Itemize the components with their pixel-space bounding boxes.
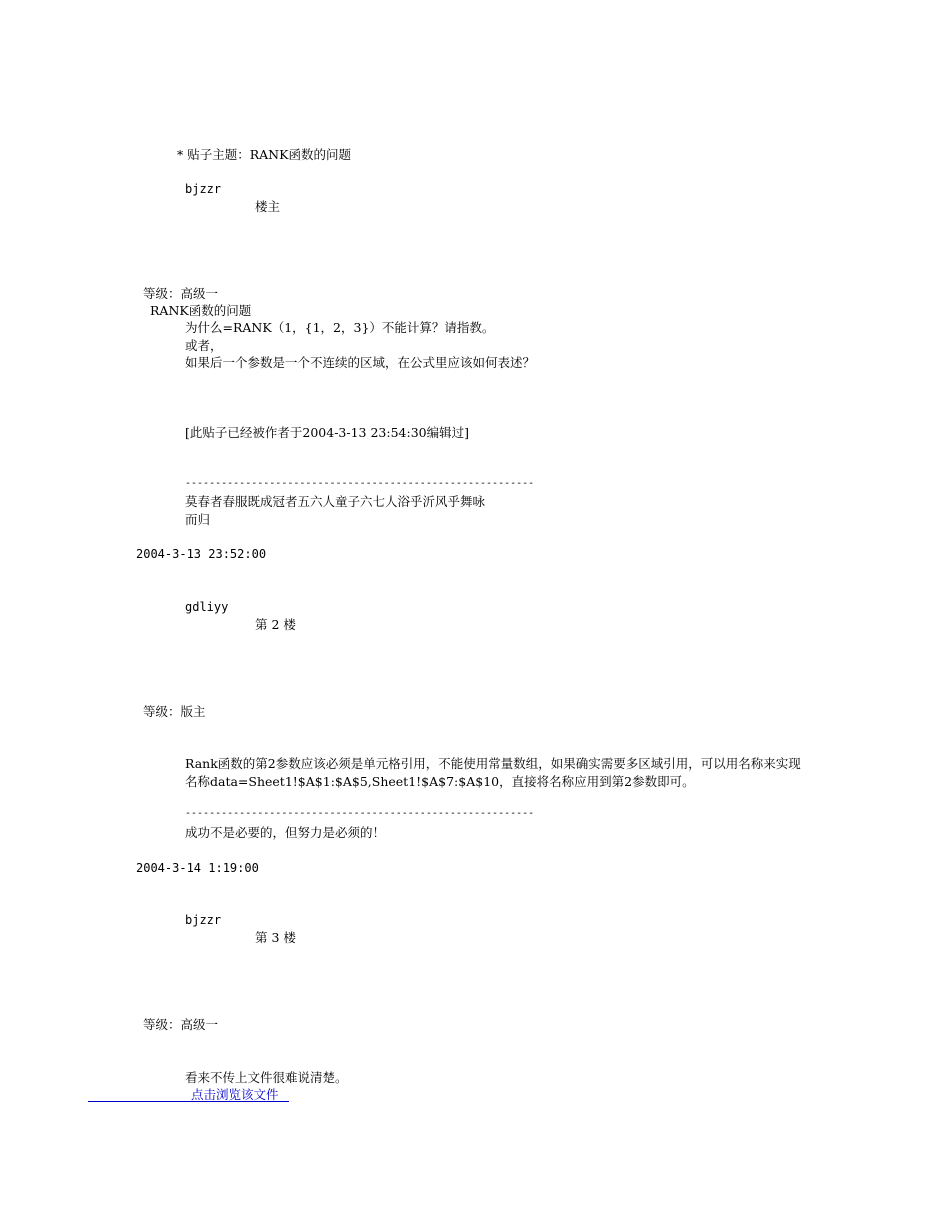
post-1-title: RANK函数的问题 [150, 303, 252, 318]
view-file-link[interactable]: 点击浏览该文件 [191, 1087, 279, 1102]
post-1-body-line-2: 或者， [185, 338, 223, 353]
post-2-signature-line-1: 成功不是必要的，但努力是必须的！ [185, 825, 386, 840]
post-1-timestamp: 2004-3-13 23:52:00 [136, 547, 267, 561]
post-3-username: bjzzr [185, 913, 222, 927]
post-2-level: 等级：版主 [143, 704, 206, 719]
post-1-level: 等级：高级一 [143, 286, 219, 301]
post-1-floor: 楼主 [255, 199, 281, 214]
post-3-level: 等级：高级一 [143, 1017, 219, 1032]
post-1-edit-note: [此贴子已经被作者于2004-3-13 23:54:30编辑过] [185, 425, 469, 440]
post-2-body-line-1: Rank函数的第2参数应该必须是单元格引用，不能使用常量数组，如果确实需要多区域引用，可以用名称来实现 [185, 756, 801, 771]
post-2-floor: 第 2 楼 [255, 617, 296, 632]
post-1-username: bjzzr [185, 182, 222, 196]
post-3-body-line-1: 看来不传上文件很难说清楚。 [185, 1070, 348, 1085]
post-2-body-line-2: 名称data=Sheet1!$A$1:$A$5,Sheet1!$A$7:$A$10，直接将名称应用到第2参数即可。 [185, 774, 695, 789]
post-2-username: gdliyy [185, 600, 229, 614]
post-1-signature-line-2: 而归 [185, 512, 211, 527]
post-1-body-line-1: 为什么=RANK（1，{1，2，3}）不能计算？请指教。 [185, 320, 495, 335]
post-1-separator: ---------------------------------------------------------- [185, 478, 535, 489]
post-2-separator: ---------------------------------------------------------- [185, 808, 535, 819]
post-topic: * 贴子主题：RANK函数的问题 [177, 147, 351, 162]
post-1-body-line-3: 如果后一个参数是一个不连续的区域，在公式里应该如何表述？ [185, 355, 536, 370]
post-1-signature-line-1: 莫春者春服既成冠者五六人童子六七人浴乎沂风乎舞咏 [185, 494, 486, 509]
post-2-timestamp: 2004-3-14 1:19:00 [136, 861, 259, 875]
post-3-floor: 第 3 楼 [255, 930, 296, 945]
